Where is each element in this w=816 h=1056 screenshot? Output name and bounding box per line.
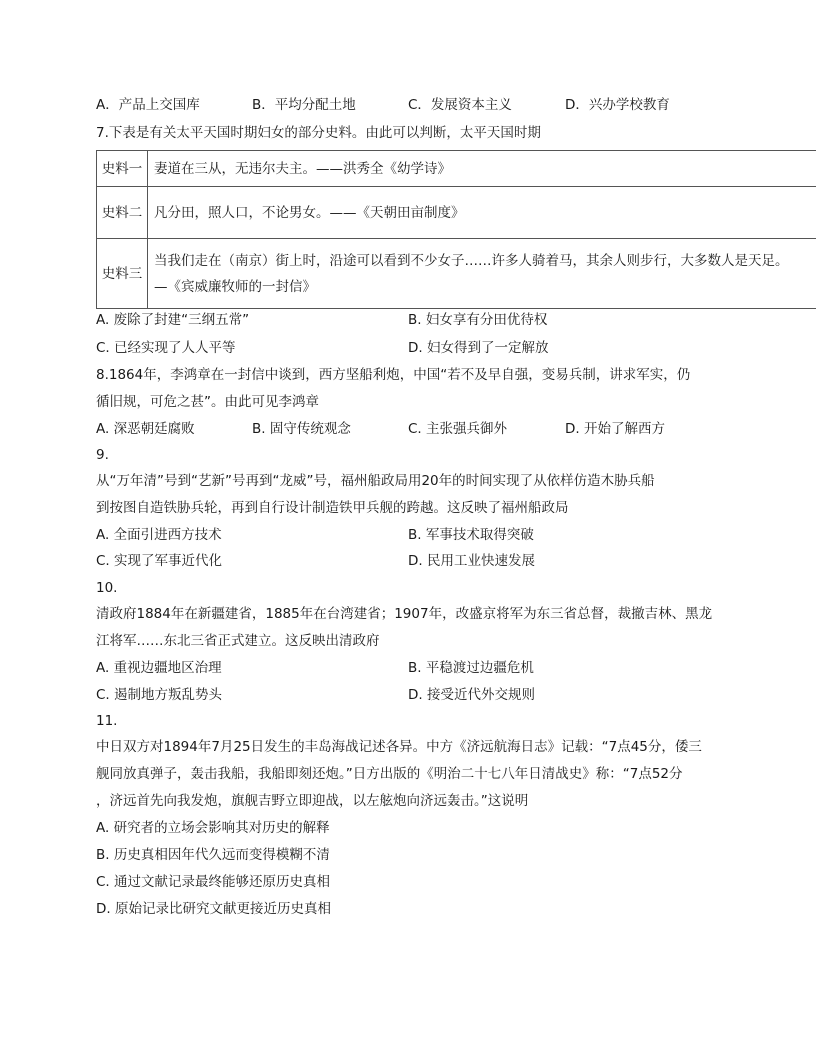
q7-option-c: C. 已经实现了人人平等 <box>96 340 236 356</box>
q7-source-table <box>96 150 816 309</box>
q7-option-b: B. 妇女享有分田优待权 <box>408 312 548 328</box>
q10-option-b: B. 平稳渡过边疆危机 <box>408 660 534 676</box>
source-2-label: 史料二 <box>97 187 148 239</box>
q7-option-a: A. 废除了封建“三纲五常” <box>96 312 250 328</box>
source-3-cell <box>148 239 816 309</box>
q8-option-c: C. 主张强兵御外 <box>408 421 508 437</box>
q11-option-a: A. 研究者的立场会影响其对历史的解释 <box>96 820 330 836</box>
q8-option-a: A. 深恶朝廷腐败 <box>96 421 195 437</box>
q10-line-1: 清政府1884年在新疆建省，1885年在台湾建省；1907年，改盛京将军为东三省总督，裁撤吉林、黑龙 <box>96 606 713 622</box>
q11-line-3: ，济远首先向我发炮，旗舰吉野立即迎战，以左舷炮向济远轰击。”这说明 <box>96 793 529 809</box>
q6-option-b: B．平均分配土地 <box>252 97 356 113</box>
q7-stem: 7.下表是有关太平天国时期妇女的部分史料。由此可以判断，太平天国时期 <box>96 125 541 141</box>
source-2-text: 凡分田，照人口，不论男女。——《天朝田亩制度》 <box>148 187 816 239</box>
q9-option-d: D. 民用工业快速发展 <box>408 553 535 569</box>
q9-option-a: A. 全面引进西方技术 <box>96 527 222 543</box>
source-3-text: 当我们走在（南京）街上时，沿途可以看到不少女子……许多人骑着马，其余人则步行，大多数人是天足。 <box>154 252 789 269</box>
source-3-label: 史料三 <box>97 239 148 309</box>
q11-option-d: D. 原始记录比研究文献更接近历史真相 <box>96 901 331 917</box>
q9-number: 9. <box>96 447 109 463</box>
q10-option-d: D. 接受近代外交规则 <box>408 687 535 703</box>
q10-option-c: C. 遏制地方叛乱势头 <box>96 687 223 703</box>
q7-option-d: D. 妇女得到了一定解放 <box>408 340 549 356</box>
q9-option-b: B. 军事技术取得突破 <box>408 527 534 543</box>
q11-option-b: B. 历史真相因年代久远而变得模糊不清 <box>96 847 330 863</box>
q6-option-d: D．兴办学校教育 <box>565 97 670 113</box>
q11-option-c: C. 通过文献记录最终能够还原历史真相 <box>96 874 331 890</box>
q10-line-2: 江将军……东北三省正式建立。这反映出清政府 <box>96 633 380 649</box>
q9-option-c: C. 实现了军事近代化 <box>96 553 223 569</box>
q11-number: 11. <box>96 713 118 729</box>
q8-line-1: 8.1864年，李鸿章在一封信中谈到，西方坚船利炮，中国“若不及早自强，变易兵制，讲求军实，仍 <box>96 367 691 383</box>
q8-option-d: D. 开始了解西方 <box>565 421 665 437</box>
source-1-label: 史料一 <box>97 151 148 187</box>
q10-number: 10. <box>96 580 118 596</box>
q6-option-a: A．产品上交国库 <box>96 97 200 113</box>
q10-option-a: A. 重视边疆地区治理 <box>96 660 222 676</box>
q8-option-b: B. 固守传统观念 <box>252 421 351 437</box>
q11-line-1: 中日双方对1894年7月25日发生的丰岛海战记述各异。中方《济远航海日志》记载：“7点45分，倭三 <box>96 739 702 755</box>
q9-line-1: 从“万年清”号到“艺新”号再到“龙威”号，福州船政局用20年的时间实现了从依样仿造木胁兵船 <box>96 473 655 489</box>
q8-line-2: 循旧规，可危之甚”。由此可见李鸿章 <box>96 394 319 410</box>
q6-option-c: C．发展资本主义 <box>408 97 512 113</box>
source-1-text: 妻道在三从，无违尔夫主。——洪秀全《幼学诗》 <box>148 151 816 187</box>
q11-line-2: 舰同放真弹子，轰击我船，我船即刻还炮。”日方出版的《明治二十七八年日清战史》称：“7点52分 <box>96 766 683 782</box>
source-3-citation: —《宾威廉牧师的一封信》 <box>154 278 316 295</box>
q9-line-2: 到按图自造铁胁兵轮，再到自行设计制造铁甲兵舰的跨越。这反映了福州船政局 <box>96 500 569 516</box>
